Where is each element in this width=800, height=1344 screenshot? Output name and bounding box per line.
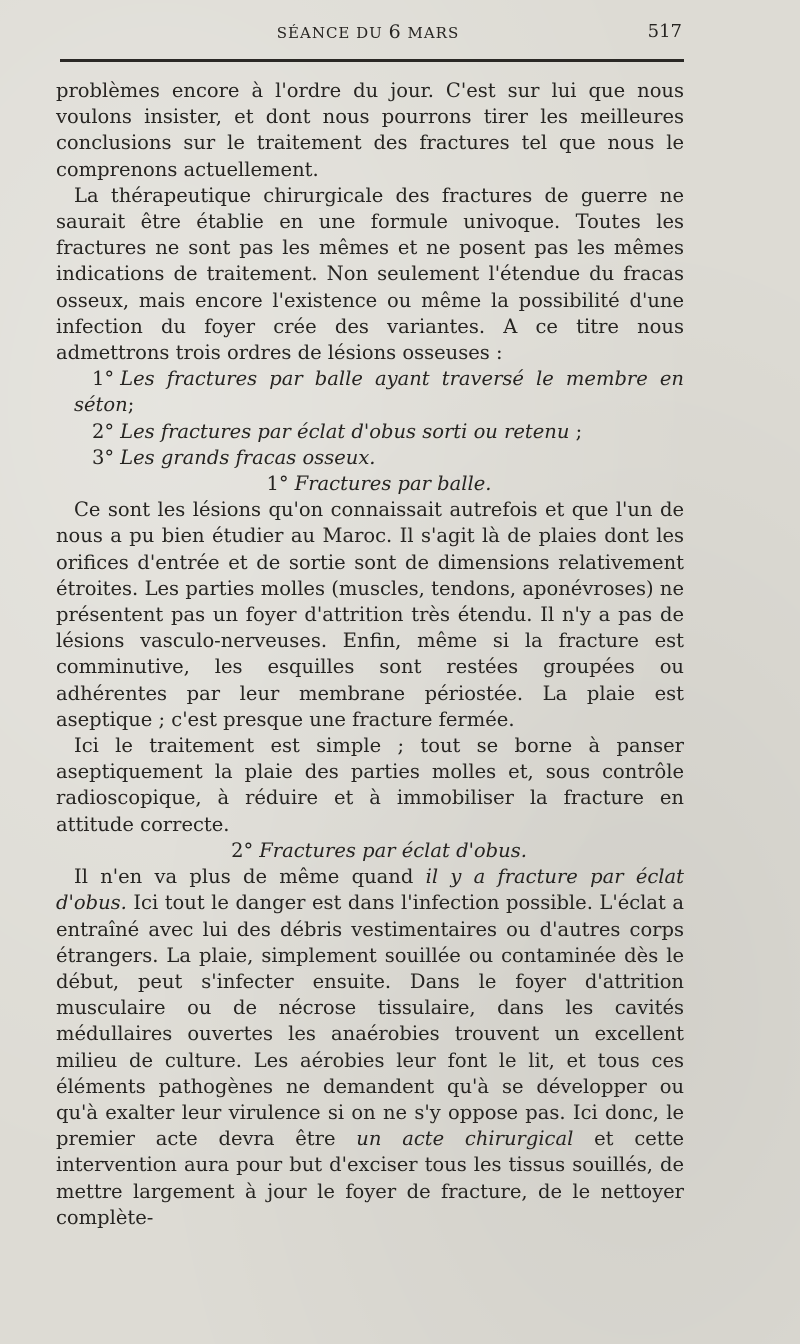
paragraph-eclat-end: et cette intervention aura pour but d'exciser tous les tissus souillés, de mettre largement à jour le foyer de fracture, de le nettoyer complète-: [56, 1127, 684, 1229]
section-heading-number: 1°: [266, 472, 289, 496]
section-heading-eclat: [56, 838, 684, 864]
paragraph-balle-traitement: Ici le traitement est simple ; tout se borne à panser aseptiquement la plaie des parties molles et, sous contrôle radioscopique, à réduire et à immobiliser la fracture en attitude correcte.: [56, 734, 684, 836]
section-heading-number: 2°: [231, 838, 254, 862]
section-heading-title: Fractures par éclat d'obus.: [259, 838, 527, 862]
list-item-number: 1°: [92, 367, 115, 391]
page-number: 517: [647, 21, 682, 42]
paragraph-continued: problèmes encore à l'ordre du jour. C'est sur lui que nous voulons insister, et dont nous pourrons tirer les meilleures conclusions sur le traitement des fractures tel que nous le comprenons actuellement.: [56, 79, 684, 181]
header-title-month: MARS: [407, 24, 460, 42]
body-text: [56, 78, 684, 1231]
paragraph-eclat-middle: Ici tout le danger est dans l'infection possible. L'éclat a entraîné avec lui des débris vestimentaires ou d'autres corps étrangers. La plaie, simplement souillée ou contaminée dès le début, peut s'infecter ensuite. Dans le foyer d'attrition musculaire ou de nécrose tissulaire, dans les cavités médullaires ouvertes les anaérobies trouvent un excellent milieu de culture. Les aérobies leur font le lit, et tous ces éléments pathogènes ne demandent qu'à se développer ou qu'à exalter leur virulence si on ne s'y oppose pas. Ici donc, le premier acte devra être: [56, 891, 684, 1151]
running-header: [56, 20, 680, 44]
paragraph-eclat: [56, 864, 684, 1231]
list-item-text: Les fractures par éclat d'obus sorti ou retenu: [120, 419, 570, 443]
header-rule: [60, 59, 684, 62]
list-item-text: Les fractures par balle ayant traversé le membre en séton: [74, 367, 684, 417]
header-title-day: 6: [388, 21, 402, 43]
section-heading-balle: [56, 471, 684, 497]
paragraph-eclat-emphasis: il y a fracture par éclat d'obus.: [56, 865, 684, 915]
list-item-number: 2°: [92, 419, 115, 443]
list-item: [56, 419, 684, 445]
list-item: [56, 445, 684, 471]
list-item-suffix: ;: [127, 393, 135, 417]
list-item-number: 3°: [92, 445, 115, 469]
list-item-suffix: ;: [569, 419, 583, 443]
paragraph-balle-description: Ce sont les lésions qu'on connaissait autrefois et que l'un de nous a pu bien étudier au Maroc. Il s'agit là de plaies dont les orifices d'entrée et de sortie sont de dimensions relativement étroites. Les parties molles (muscles, tendons, aponévroses) ne présentent pas un foyer d'attrition très étendu. Il n'y a pas de lésions vasculo-nerveuses. Enfin, même si la fracture est comminutive, les esquilles sont restées groupées ou adhérentes par leur membrane périostée. La plaie est aseptique ; c'est presque une fracture fermée.: [56, 498, 684, 731]
header-title: [56, 20, 680, 45]
list-item: [56, 366, 684, 418]
paragraph-therapeutique: La thérapeutique chirurgicale des fractures de guerre ne saurait être établie en une formule univoque. Toutes les fractures ne sont pas les mêmes et ne posent pas les mêmes indications de traitement. Non seulement l'étendue du fracas osseux, mais encore l'existence ou même la possibilité d'une infection du foyer crée des variantes. A ce titre nous admettrons trois ordres de lésions osseuses :: [56, 183, 684, 365]
list-item-text: Les grands fracas osseux.: [120, 445, 376, 469]
section-heading-title: Fractures par balle.: [294, 472, 492, 496]
paragraph-eclat-emphasis-2: un acte chirurgical: [356, 1127, 574, 1151]
paragraph-eclat-start: Il n'en va plus de même quand: [74, 865, 426, 889]
header-title-prefix: SÉANCE DU: [276, 24, 383, 42]
